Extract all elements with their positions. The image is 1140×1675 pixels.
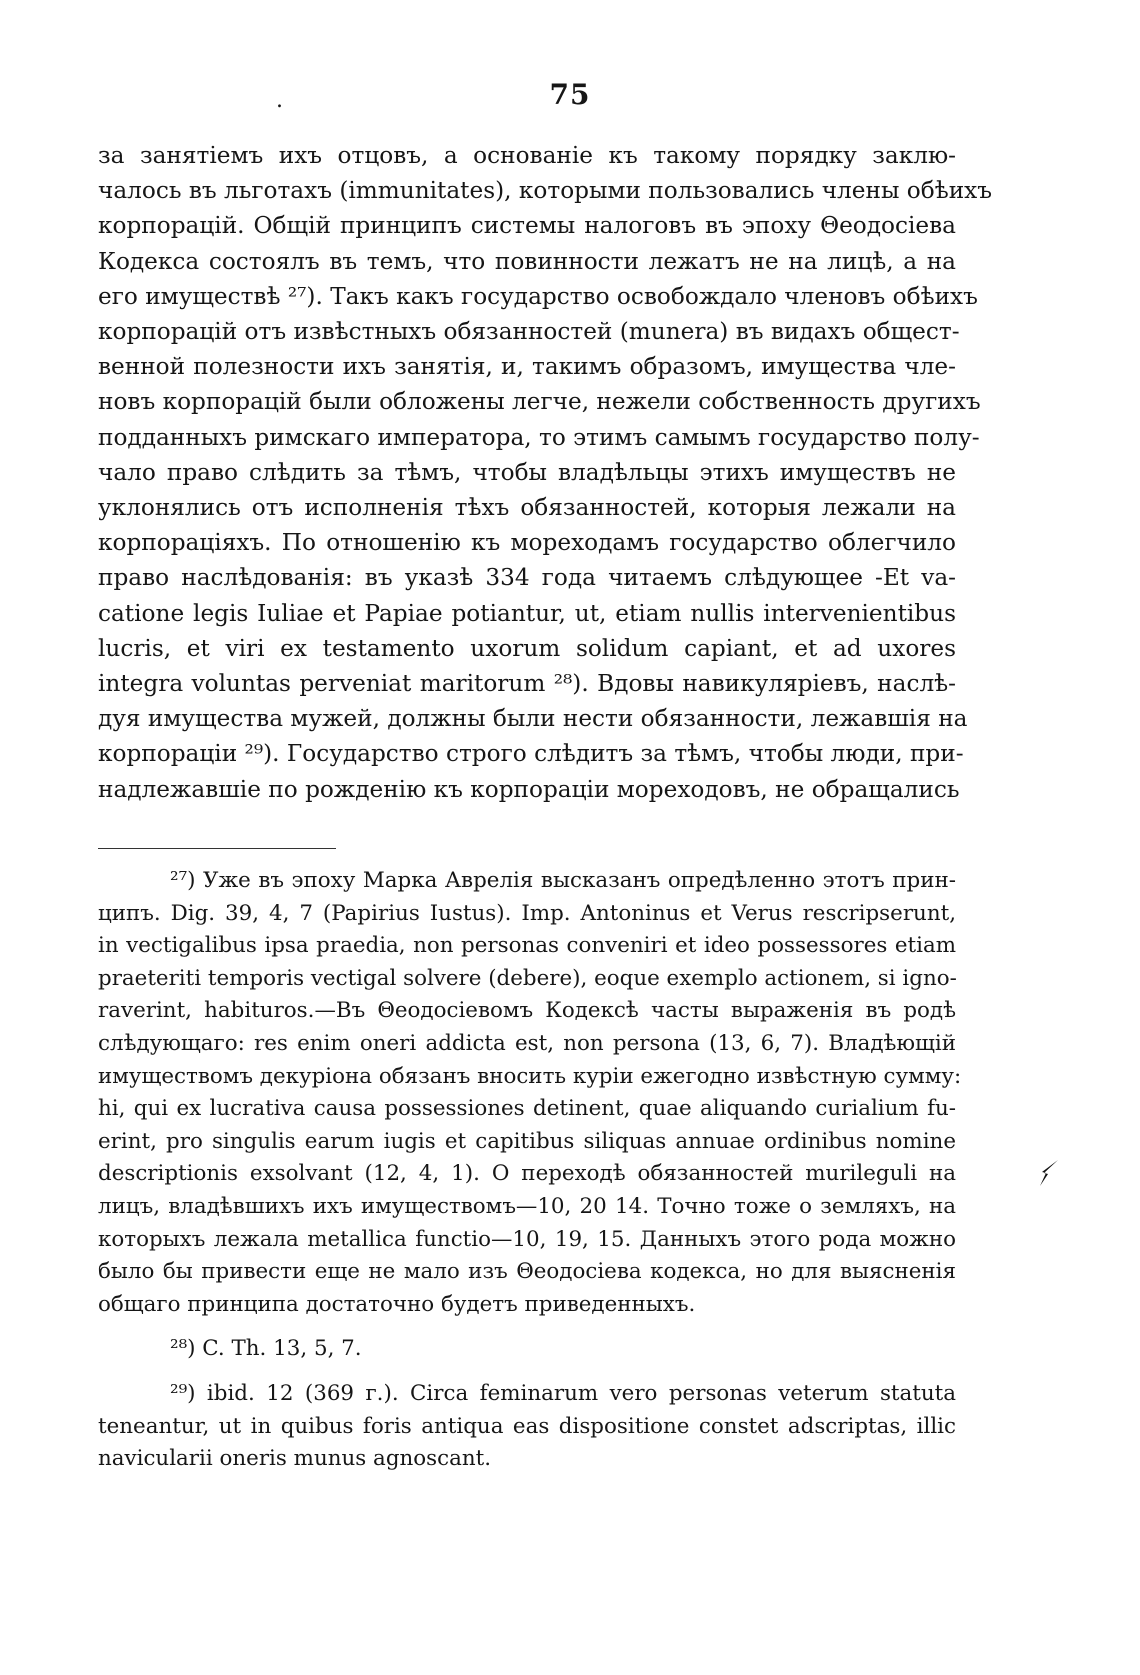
footnote-line: общаго принципа достаточно будетъ приведенныхъ. xyxy=(98,1291,696,1317)
text-line: чалось въ льготахъ (immunitates), которыми пользовались члены обѣихъ xyxy=(98,177,992,205)
footnote-line: было бы привести еще не мало изъ Θеодосіева кодекса, но для выясненія xyxy=(98,1259,956,1285)
footnote-line: лицъ, владѣвшихъ ихъ имуществомъ—10, 20 14. Точно тоже о земляхъ, на xyxy=(98,1193,956,1219)
footnote-line: которыхъ лежала metallica functio—10, 19, 15. Данныхъ этого рода можно xyxy=(98,1226,956,1252)
footnote-line: erint, pro singulis earum iugis et capitibus siliquas annuae ordinibus nomine xyxy=(98,1128,956,1154)
footnote-29 xyxy=(98,1378,956,1476)
footnote-line: praeteriti temporis vectigal solvere (debere), eoque exemplo actionem, si igno- xyxy=(98,965,957,991)
text-line: дуя имущества мужей, должны были нести обязанности, лежавшія на xyxy=(98,705,968,733)
text-line: catione legis Iuliae et Papiae potiantur, ut, etiam nullis intervenientibus xyxy=(98,599,956,627)
footnote-27 xyxy=(98,865,962,1321)
text-line: надлежавшіе по рожденію къ корпораціи мореходовъ, не обращались xyxy=(98,775,960,803)
main-text xyxy=(98,138,992,807)
text-line: новъ корпорацій были обложены легче, нежели собственность другихъ xyxy=(98,388,981,416)
footnote-line: ципъ. Dig. 39, 4, 7 (Papirius Iustus). Imp. Antoninus et Verus rescripserunt, xyxy=(98,900,956,926)
footnote-line: ²⁷) Уже въ эпоху Марка Аврелія высказанъ опредѣленно этотъ прин- xyxy=(170,868,956,893)
text-line: право наслѣдованія: въ указѣ 334 года читаемъ слѣдующее -Et va- xyxy=(98,564,956,592)
footnote-line: ²⁸) C. Th. 13, 5, 7. xyxy=(170,1336,362,1362)
text-line: lucris, et viri ex testamento uxorum solidum capiant, et ad uxores xyxy=(98,634,956,662)
text-line: корпораціи ²⁹). Государство строго слѣдитъ за тѣмъ, чтобы люди, при- xyxy=(98,740,964,768)
text-line: integra voluntas perveniat maritorum ²⁸). Вдовы навикуляріевъ, наслѣ- xyxy=(98,670,956,698)
footnote-line: слѣдующаго: res enim oneri addicta est, non persona (13, 6, 7). Владѣющій xyxy=(98,1030,956,1056)
text-line: корпорацій отъ извѣстныхъ обязанностей (munera) въ видахъ общест- xyxy=(98,318,960,346)
text-line: подданныхъ римскаго императора, то этимъ самымъ государство полу- xyxy=(98,423,980,451)
footnote-line: descriptionis exsolvant (12, 4, 1). О переходѣ обязанностей murileguli на xyxy=(98,1161,956,1187)
text-line: корпорацій. Общій принципъ системы налоговъ въ эпоху Θеодосіева xyxy=(98,212,956,240)
footnote-divider xyxy=(98,848,336,849)
text-line: корпораціяхъ. По отношенію къ мореходамъ государство облегчило xyxy=(98,529,956,557)
footnote-line: raverint, habituros.—Въ Θеодосіевомъ Кодексѣ часты выраженія въ родѣ xyxy=(98,998,956,1024)
footnote-line: teneantur, ut in quibus foris antiqua eas dispositione constet adscriptas, illic xyxy=(98,1413,956,1439)
pen-mark-icon xyxy=(1038,1158,1060,1188)
text-line: венной полезности ихъ занятія, и, такимъ образомъ, имущества чле- xyxy=(98,353,956,381)
footnotes xyxy=(98,865,962,1488)
text-line: чало право слѣдить за тѣмъ, чтобы владѣльцы этихъ имуществъ не xyxy=(98,458,956,486)
text-line: уклонялись отъ исполненія тѣхъ обязанностей, которыя лежали на xyxy=(98,494,956,522)
page-number: 75 xyxy=(549,78,591,111)
footnote-line: ²⁹) ibid. 12 (369 г.). Circa feminarum vero personas veterum statuta xyxy=(170,1380,956,1406)
footnote-line: hi, qui ex lucrativa causa possessiones detinent, quae aliquando curialium fu- xyxy=(98,1096,956,1122)
text-line: Кодекса состоялъ въ темъ, что повинности лежатъ не на лицѣ, а на xyxy=(98,247,956,275)
text-line: за занятіемъ ихъ отцовъ, а основаніе къ такому порядку заклю- xyxy=(98,142,956,169)
footnote-28 xyxy=(98,1333,956,1366)
footnote-line: in vectigalibus ipsa praedia, non personas conveniri et ideo possessores etiam xyxy=(98,933,956,959)
footnote-line: navicularii oneris munus agnoscant. xyxy=(98,1446,492,1472)
text-line: его имуществѣ ²⁷). Такъ какъ государство освобождало членовъ обѣихъ xyxy=(98,282,978,310)
footnote-line: имуществомъ декуріона обязанъ вносить куріи ежегодно извѣстную сумму: xyxy=(98,1063,962,1089)
stray-dot-mark: . xyxy=(276,88,283,113)
